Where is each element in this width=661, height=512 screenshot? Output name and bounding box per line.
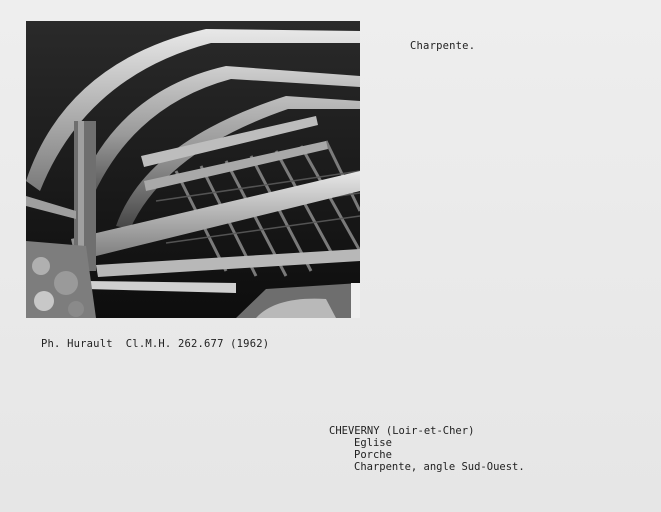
location-part: Porche — [354, 449, 392, 461]
location-place: CHEVERNY (Loir-et-Cher) — [329, 425, 475, 437]
roof-framing-image — [26, 21, 360, 318]
location-detail: Charpente, angle Sud-Ouest. — [354, 461, 525, 473]
location-block — [329, 425, 525, 473]
photo-credit: Ph. Hurault Cl.M.H. 262.677 (1962) — [41, 338, 270, 350]
location-building: Eglise — [354, 437, 392, 449]
timber-roof-photo — [26, 21, 360, 318]
photo-caption: Charpente. — [410, 40, 476, 52]
